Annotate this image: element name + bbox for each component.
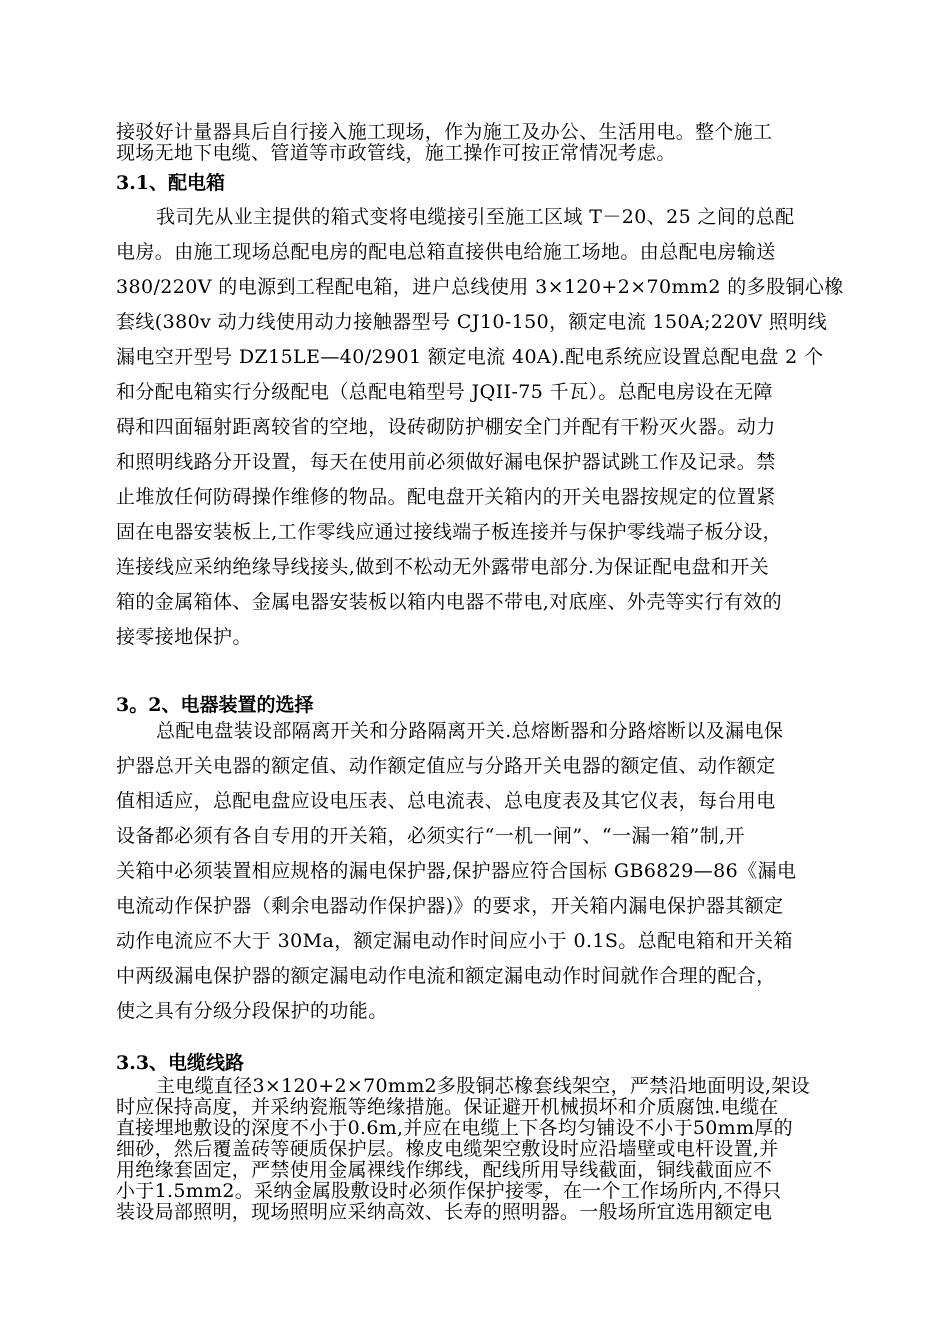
paragraph-line: 小于1.5mm2。采纳金属股敷设时必须作保护接零，在一个工作场所内,不得只: [116, 1180, 782, 1202]
paragraph-line: 动作电流应不大于 30Ma，额定漏电动作时间应小于 0.1S。总配电箱和开关箱: [116, 930, 793, 952]
paragraph-line: 细砂，然后覆盖砖等硬质保护层。橡皮电缆架空敷设时应沿墙壁或电杆设置,并: [116, 1138, 779, 1160]
paragraph-line: 止堆放任何防碍操作维修的物品。配电盘开关箱内的开关电器按规定的位置紧: [116, 486, 776, 508]
paragraph-line: 直接埋地敷设的深度不小于0.6m,并应在电缆上下各均匀铺设不小于50mm厚的: [116, 1117, 793, 1139]
paragraph-line: 和分配电箱实行分级配电（总配电箱型号 JQII-75 千瓦）。总配电房设在无障: [116, 381, 773, 403]
paragraph-line: 关箱中必须装置相应规格的漏电保护器,保护器应符合国标 GB6829—86《漏电: [116, 860, 797, 882]
section-heading-3-3: 3.3、电缆线路: [116, 1052, 245, 1074]
paragraph-line: 连接线应采纳绝缘导线接头,做到不松动无外露带电部分.为保证配电盘和开关: [116, 556, 770, 578]
section-heading-3-2: 3。2、电器装置的选择: [116, 694, 314, 716]
paragraph-line: 固在电器安装板上,工作零线应通过接线端子板连接并与保护零线端子板分设，: [116, 521, 783, 543]
paragraph-line: 主电缆直径3×120+2×70mm2多股铜芯橡套线架空，严禁沿地面明设,架设: [156, 1075, 810, 1097]
paragraph-line: 总配电盘装设部隔离开关和分路隔离开关.总熔断器和分路熔断以及漏电保: [156, 720, 784, 742]
paragraph-line: 箱的金属箱体、金属电器安装板以箱内电器不带电,对底座、外壳等实行有效的: [116, 591, 783, 613]
intro-line: 接驳好计量器具后自行接入施工现场，作为施工及办公、生活用电。整个施工: [116, 121, 773, 143]
paragraph-line: 380/220V 的电源到工程配电箱，进户总线使用 3×120+2×70mm2 的多股铜心橡: [116, 276, 844, 298]
paragraph-line: 用绝缘套固定，严禁使用金属裸线作绑线，配线所用导线截面，铜线截面应不: [116, 1159, 773, 1181]
paragraph-line: 漏电空开型号 DZ15LE—40/2901 额定电流 40A).配电系统应设置总配电盘 2 个: [116, 346, 824, 368]
intro-line: 现场无地下电缆、管道等市政管线，施工操作可按正常情况考虑。: [116, 142, 676, 164]
paragraph-line: 接零接地保护。: [116, 626, 252, 648]
paragraph-line: 使之具有分级分段保护的功能。: [116, 1000, 388, 1022]
paragraph-line: 和照明线路分开设置，每天在使用前必须做好漏电保护器试跳工作及记录。禁: [116, 451, 776, 473]
paragraph-line: 套线(380v 动力线使用动力接触器型号 CJ10-150，额定电流 150A;220V 照明线: [116, 311, 828, 333]
section-heading-3-1: 3.1、配电箱: [116, 172, 226, 194]
paragraph-line: 电流动作保护器（剩余电器动作保护器)》的要求，开关箱内漏电保护器其额定: [116, 895, 784, 917]
section-3-2-paragraph: [116, 714, 884, 1029]
paragraph-line: 装设局部照明，现场照明应采纳高效、长寿的照明器。一般场所宜选用额定电: [116, 1201, 773, 1223]
section-3-1-paragraph: [116, 200, 884, 655]
paragraph-line: 设备都必须有各自专用的开关箱，必须实行“一机一闸”、“一漏一箱”制,开: [116, 825, 745, 847]
section-3-3-paragraph: [116, 1076, 884, 1223]
paragraph-line: 时应保持高度，并采纳瓷瓶等绝缘措施。保证避开机械损坏和介质腐蚀.电缆在: [116, 1096, 779, 1118]
paragraph-line: 护器总开关电器的额定值、动作额定值应与分路开关电器的额定值、动作额定: [116, 755, 776, 777]
paragraph-line: 中两级漏电保护器的额定漏电动作电流和额定漏电动作时间就作合理的配合，: [116, 965, 776, 987]
paragraph-line: 我司先从业主提供的箱式变将电缆接引至施工区域 T－20、25 之间的总配: [156, 206, 795, 228]
paragraph-line: 碍和四面辐射距离较省的空地，设砖砌防护棚安全门并配有干粉灭火器。动力: [116, 416, 776, 438]
paragraph-line: 值相适应，总配电盘应设电压表、总电流表、总电度表及其它仪表，每台用电: [116, 790, 776, 812]
intro-paragraph: [116, 122, 884, 164]
paragraph-line: 电房。由施工现场总配电房的配电总箱直接供电给施工场地。由总配电房输送: [116, 241, 776, 263]
